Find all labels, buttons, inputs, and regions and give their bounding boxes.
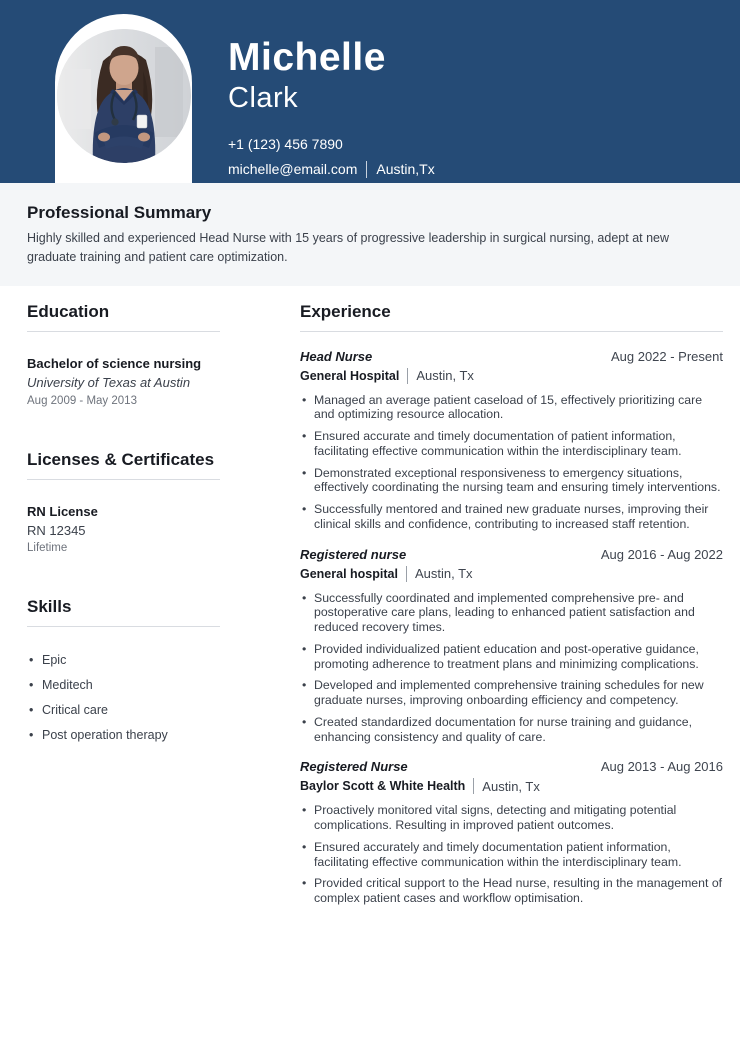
skills-title: Skills — [27, 597, 220, 627]
skills-list — [27, 651, 220, 745]
contact-separator — [366, 161, 367, 178]
experience-job — [300, 759, 723, 906]
job-dates: Aug 2016 - Aug 2022 — [600, 546, 723, 562]
job-bullets — [300, 803, 723, 906]
job-title: Head Nurse — [300, 348, 373, 364]
license-validity: Lifetime — [27, 541, 68, 554]
job-dates: Aug 2013 - Aug 2016 — [600, 759, 723, 775]
header-identity — [228, 38, 435, 178]
experience-job — [300, 349, 723, 532]
job-bullet: • Ensured accurately and timely documentation patient information, facilitating effective communication within the interdisciplinary team. — [300, 840, 723, 870]
job-company: General hospital — [300, 566, 398, 581]
skill-item: • Post operation therapy — [27, 726, 220, 744]
summary-title: Professional Summary — [27, 203, 212, 222]
license-number: RN 12345 — [27, 522, 86, 538]
contact-info — [228, 136, 435, 178]
job-header — [300, 349, 723, 364]
education-degree: Bachelor of science nursing — [27, 355, 202, 371]
job-bullet: • Successfully coordinated and implemented comprehensive pre- and postoperative care plans, leading to enhanced patient satisfaction and reduced recovery times. — [300, 591, 723, 635]
job-title: Registered nurse — [300, 546, 407, 562]
location: Austin,Tx — [376, 161, 435, 178]
job-company: Baylor Scott & White Health — [300, 779, 466, 794]
email-location-row — [228, 161, 435, 178]
job-company-row — [300, 778, 723, 794]
skill-item: • Critical care — [27, 701, 220, 719]
photo-arch — [55, 14, 192, 183]
experience-title: Experience — [300, 302, 723, 332]
skills-section — [27, 597, 220, 745]
job-bullets — [300, 591, 723, 745]
job-bullet: • Developed and implemented comprehensive training schedules for new graduate nurses, improving onboarding efficiency and competency. — [300, 678, 723, 708]
experience-job — [300, 547, 723, 745]
licenses-section — [27, 450, 220, 554]
education-school: University of Texas at Austin — [27, 374, 191, 390]
job-bullet: • Provided critical support to the Head nurse, resulting in the management of complex patient cases and workflow optimisation. — [300, 876, 723, 906]
main-content — [0, 286, 740, 921]
license-name: RN License — [27, 503, 98, 519]
job-bullet: • Ensured accurate and timely documentation of patient information, facilitating effective communication within the interdisciplinary team. — [300, 429, 723, 459]
right-column — [300, 302, 723, 921]
company-location-separator — [473, 778, 474, 794]
job-header — [300, 547, 723, 562]
company-location-separator — [406, 566, 407, 582]
education-section — [27, 302, 220, 407]
job-header — [300, 759, 723, 774]
job-company: General Hospital — [300, 368, 400, 383]
job-bullet: • Provided individualized patient education and post-operative guidance, promoting adherence to treatment plans and minimizing complications. — [300, 642, 723, 672]
phone-number: +1 (123) 456 7890 — [228, 135, 343, 152]
job-bullet: • Successfully mentored and trained new graduate nurses, improving their clinical skills and confidence, contributing to increased staff retention. — [300, 502, 723, 532]
first-name: Michelle — [228, 36, 386, 79]
job-title: Registered Nurse — [300, 759, 408, 775]
resume-header — [0, 0, 740, 183]
job-dates: Aug 2022 - Present — [610, 348, 723, 364]
last-name: Clark — [228, 81, 299, 114]
job-bullet: • Created standardized documentation for nurse training and guidance, enhancing consistency and quality of care. — [300, 715, 723, 745]
job-location: Austin, Tx — [482, 778, 540, 794]
profile-photo — [57, 29, 191, 163]
left-column — [27, 302, 220, 921]
job-company-row — [300, 566, 723, 582]
skill-item: • Meditech — [27, 676, 220, 694]
job-location: Austin, Tx — [416, 368, 474, 383]
skill-item: • Epic — [27, 651, 220, 669]
company-location-separator — [407, 368, 408, 384]
nurse-photo-illustration — [57, 29, 191, 163]
job-bullets — [300, 393, 723, 532]
job-bullet: • Demonstrated exceptional responsiveness to emergency situations, effectively coordinating the nursing team and ensuring timely interventions. — [300, 466, 723, 496]
email-address: michelle@email.com — [228, 161, 358, 178]
summary-text: Highly skilled and experienced Head Nurse with 15 years of progressive leadership in surgical nursing, adept at new graduate training and patient care optimization. — [27, 231, 670, 264]
licenses-title: Licenses & Certificates — [27, 450, 220, 480]
education-dates: Aug 2009 - May 2013 — [27, 394, 137, 407]
job-bullet: • Managed an average patient caseload of 15, effectively prioritizing care and optimizing resource allocation. — [300, 393, 723, 423]
job-company-row — [300, 368, 723, 384]
education-title: Education — [27, 302, 220, 332]
job-location: Austin, Tx — [414, 566, 473, 581]
professional-summary-section — [0, 183, 740, 286]
job-bullet: • Proactively monitored vital signs, detecting and mitigating potential complications. Resulting in improved patient outcomes. — [300, 803, 723, 833]
